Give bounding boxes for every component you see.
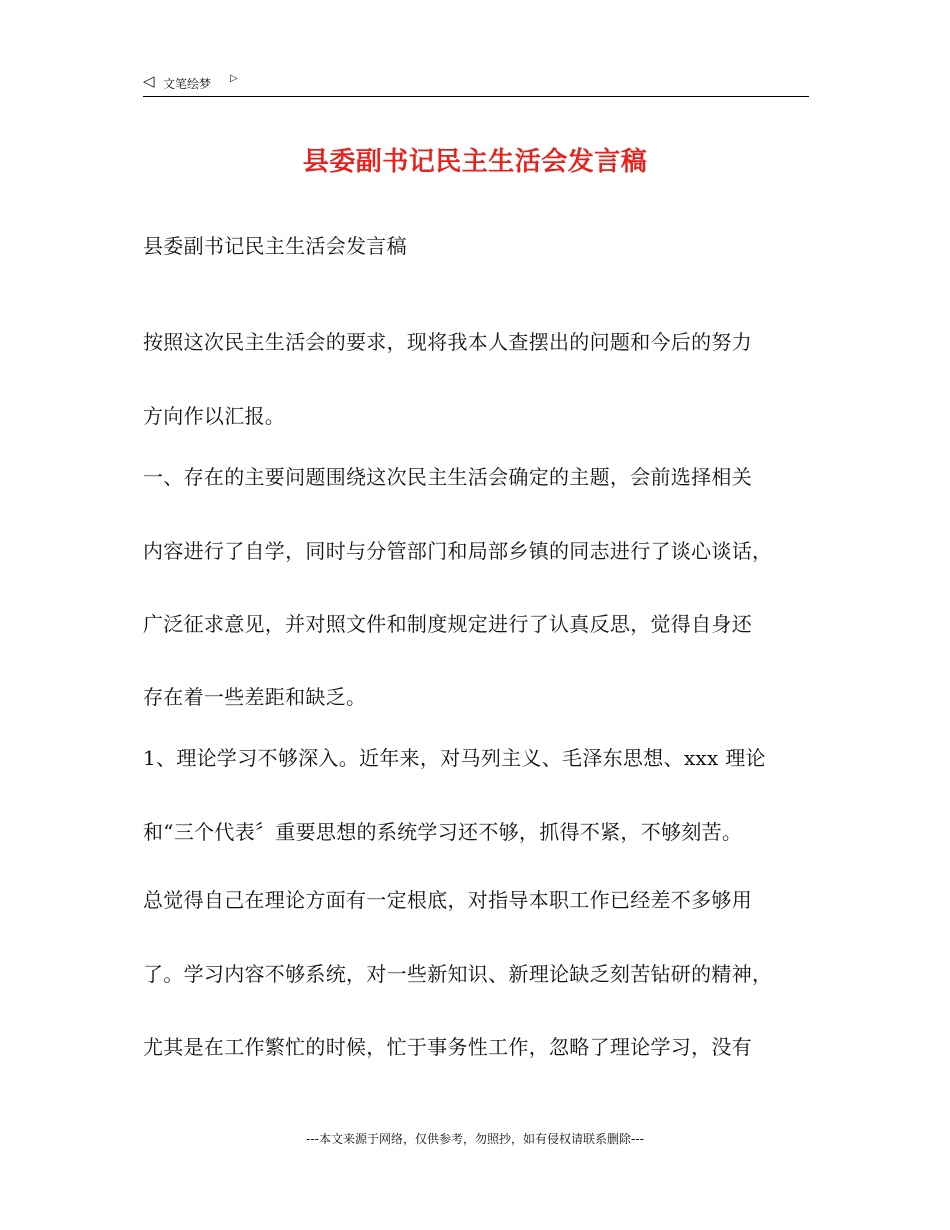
body-line: 内容进行了自学，同时与分管部门和局部乡镇的同志进行了谈心谈话， [143,539,773,563]
body-line: 存在着一些差距和缺乏。 [143,685,367,709]
brand-label: 文笔绘梦 [163,77,212,91]
body-line: 和“三个代表〞重要思想的系统学习还不够，抓得不紧，不够刻苦。 [143,820,743,844]
page-header [143,72,809,97]
document-title: 县委副书记民主生活会发言稿 [302,147,648,177]
body-line: 了。学习内容不够系统，对一些新知识、新理论缺乏刻苦钻研的精神， [143,962,773,986]
body-line: 一、存在的主要问题围绕这次民主生活会确定的主题，会前选择相关 [143,465,752,489]
left-triangle-icon: ◁ [143,72,155,90]
footer-disclaimer: ---本文来源于网络，仅供参考，勿照抄，如有侵权请联系删除--- [306,1132,644,1146]
body-line: 方向作以汇报。 [143,404,286,428]
body-line: 1、理论学习不够深入。近年来，对马列主义、毛泽东思想、xxx 理论 [143,746,766,770]
body-line: 县委副书记民主生活会发言稿 [143,234,407,258]
body-line: 广泛征求意见，并对照文件和制度规定进行了认真反思，觉得自身还 [143,612,752,636]
body-line: 按照这次民主生活会的要求，现将我本人查摆出的问题和今后的努力 [143,330,752,354]
body-line: 尤其是在工作繁忙的时候，忙于事务性工作，忽略了理论学习，没有 [143,1035,752,1059]
right-triangle-icon: ▷ [230,73,238,84]
body-line: 总觉得自己在理论方面有一定根底，对指导本职工作已经差不多够用 [143,888,752,912]
